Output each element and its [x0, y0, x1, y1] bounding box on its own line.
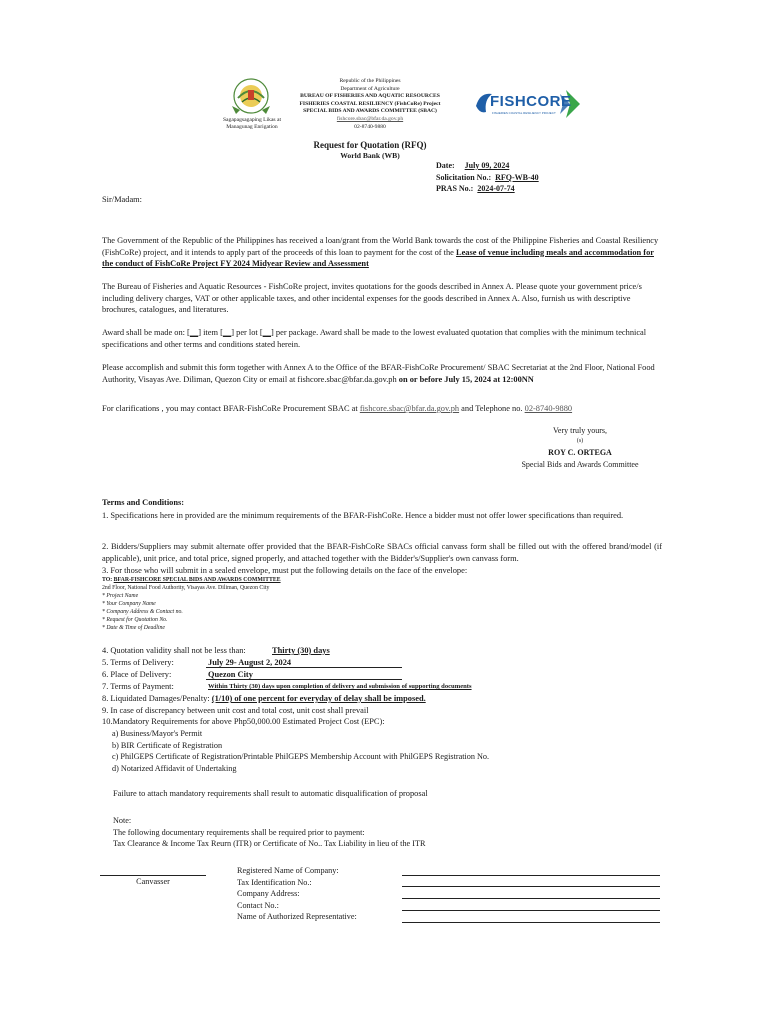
list-item: c) PhilGEPS Certificate of Registration/Printable PhilGEPS Membership Account with PhilGEPS Registration No. [112, 752, 490, 762]
list-item: b) BIR Certificate of Registration [112, 740, 223, 750]
term-5-value: July 29- August 2, 2024 [208, 658, 292, 667]
fishcore-logo [474, 84, 584, 124]
terms-heading: Terms and Conditions: [102, 498, 185, 507]
paragraph-funding: The Government of the Republic of the Philippines has received a loan/grant from the World Bank towards the cost of the Philippine Fisheries and Coastal Resiliency (FishCoRe) project, and it intends to apply part of the proceeds of this loan to payment for the cost of the Lease of venue including meals and accommodation for the conduct of FishCoRe Project FY 2024 Midyear Review and Assessment [102, 236, 659, 268]
date-value: July 09, 2024 [464, 161, 510, 170]
term-6-value: Quezon City [208, 670, 253, 679]
signature-initials: (s) [576, 438, 584, 445]
list-item: a) Business/Mayor's Permit [112, 729, 203, 738]
fishcore-logo-sub: FISHERIES COASTAL RESILIENCY PROJECT [492, 111, 556, 115]
clarification-phone-link[interactable]: 02-8740-9880 [524, 404, 573, 413]
failure-notice: Failure to attach mandatory requirements shall result to automatic disqualification of proposal [113, 789, 428, 798]
committee-line: SPECIAL BIDS AND AWARDS COMMITTEE (SBAC) [303, 108, 437, 115]
term-1: 1. Specifications here in provided are the minimum requirements of the BFAR-FishCoRe. Hence a bidder must not offer lower specifications than required. [102, 511, 624, 520]
paragraph-clarifications: For clarifications , you may contact BFAR-FishCoRe Procurement SBAC at fishcore.sbac@bfar.da.gov.ph and Telephone no. 02-8740-9880 [102, 404, 573, 413]
envelope-item: * Project Name [102, 593, 139, 599]
field-label: Company Address: [237, 889, 300, 899]
note-block [113, 815, 425, 850]
term-7-value: Within Thirty (30) days upon completion of delivery and submission of supporting documents [208, 683, 472, 690]
department-line: Department of Agriculture [340, 85, 400, 92]
list-item: d) Notarized Affidavit of Undertaking [112, 763, 237, 773]
term-5: 5. Terms of Delivery: July 29- August 2, 2024 [102, 658, 292, 667]
page-title: Request for Quotation (RFQ) [313, 140, 427, 150]
term-6-underline [206, 679, 402, 680]
signatory-position: Special Bids and Awards Committee [521, 459, 639, 469]
field-label: Contact No.: [237, 900, 279, 910]
paragraph-submission: Please accomplish and submit this form together with Annex A to the Office of the BFAR-FishCoRe Procurement/ SBAC Secretariat at the 2nd Floor, National Food Authority, Visayas Ave. Diliman, Quezon City or email at fishcore.sbac@bfar.da.gov.ph on or before July 15, 2024 at 12:00NN [102, 363, 655, 384]
term-10: 10.Mandatory Requirements for above Php50,000.00 Estimated Project Cost (EPC): [102, 717, 385, 726]
fishcore-logo-text: FISHCORE [490, 93, 572, 110]
term-3: 3. For those who will submit in a sealed envelope, must put the following details on the face of the envelope: [102, 566, 468, 575]
envelope-to: TO: BFAR-FISHCORE SPECIAL BIDS AND AWARDS COMMITTEE [102, 577, 281, 583]
term-8: 8. Liquidated Damages/Penalty: (1/10) of one percent for everyday of delay shall be imposed. [102, 694, 426, 703]
envelope-details [102, 576, 281, 632]
paragraph-award: Award shall be made on: [__] item [__] per lot [__] per package. Award shall be made to the lowest evaluated quotation that complies with the minimum technical specifications and other terms and conditions stated herein. [102, 328, 647, 349]
company-fields [237, 865, 357, 923]
representative-line[interactable] [402, 922, 660, 923]
envelope-item: * Date & Time of Deadline [102, 625, 165, 631]
pras-value: 2024-07-74 [477, 184, 515, 194]
field-label: Name of Authorized Representative: [237, 912, 357, 922]
term-4: 4. Quotation validity shall not be less than: Thirty (30) days [102, 646, 330, 655]
canvasser-signature-line [100, 875, 206, 876]
term-5-underline [206, 667, 402, 668]
project-emphasis: Lease of venue including meals and accommodation for the conduct of FishCoRe Project FY 2024 Midyear Review and Assessment [102, 247, 654, 268]
bfar-seal-icon [226, 76, 276, 120]
signatory-name: ROY C. ORTEGA [548, 448, 612, 458]
envelope-item: * Your Company Name [102, 601, 156, 607]
letterhead [280, 78, 460, 131]
canvasser-label: Canvasser [136, 877, 170, 886]
mandatory-requirements-list [112, 728, 489, 774]
solicitation-row: Solicitation No.: RFQ-WB-40 [436, 172, 539, 182]
contact-line[interactable] [402, 910, 660, 911]
term-7: 7. Terms of Payment: Within Thirty (30) days upon completion of delivery and submission of supporting documents [102, 682, 472, 691]
term-8-value: (1/10) of one percent for everyday of delay shall be imposed. [211, 694, 426, 703]
seal-caption: Sagapagsagaping Likas at Managunag Enrigation [222, 117, 282, 131]
signature-block [520, 425, 640, 470]
closing: Very truly yours, [553, 426, 607, 435]
date-row: Date: July 09, 2024 [436, 161, 510, 170]
meta-block [436, 160, 539, 195]
term-9: 9. In case of discrepancy between unit cost and total cost, unit cost shall prevail [102, 706, 369, 715]
note-label: Note: [113, 816, 132, 825]
term-4-value: Thirty (30) days [272, 646, 330, 655]
address-line[interactable] [402, 898, 660, 899]
note-line: Tax Clearance & Income Tax Reurn (ITR) or Certificate of No.. Tax Liability in lieu of the ITR [113, 839, 426, 849]
company-name-line[interactable] [402, 875, 660, 876]
salutation: Sir/Madam: [102, 195, 143, 204]
country-line: Republic of the Philippines [339, 78, 401, 84]
envelope-item: * Request for Quotation No. [102, 617, 168, 623]
project-line: FISHERIES COASTAL RESILIENCY (FishCoRe) Project [299, 100, 441, 107]
note-line: The following documentary requirements shall be required prior to payment: [113, 827, 365, 837]
header-phone: 02-8740-9880 [354, 123, 386, 130]
tin-line[interactable] [402, 886, 660, 887]
envelope-address: 2nd Floor, National Food Authority, Visayas Ave. Diliman, Quezon City [102, 585, 270, 591]
bfar-seal [226, 76, 276, 120]
paragraph-invitation: The Bureau of Fisheries and Aquatic Resources - FishCoRe project, invites quotations for the goods described in Annex A. Please quote your government price/s including delivery charges, VAT or other applicable taxes, and other incidental expenses for the goods described in Annex A. Also, furnish us with descriptive brochures, catalogues, and literatures. [102, 282, 642, 314]
bureau-line: BUREAU OF FISHERIES AND AQUATIC RESOURCES [300, 93, 440, 100]
term-2: 2. Bidders/Suppliers may submit alternate offer provided that the BFAR-FishCoRe SBACs official canvass form shall be filled out with the offered brand/model (if applicable), unit price, and total price, signed properly, and attached together with the Bidder's/Supplier's own canvass form. [102, 542, 662, 563]
pras-row: PRAS No.: 2024-07-74 [436, 184, 515, 194]
page-subtitle: World Bank (WB) [340, 151, 400, 160]
term-6: 6. Place of Delivery: Quezon City [102, 670, 253, 679]
field-label: Registered Name of Company: [237, 866, 339, 875]
deadline: on or before July 15, 2024 at 12:00NN [398, 374, 534, 384]
envelope-item: * Company Address & Contact no. [102, 609, 183, 615]
header-email-link[interactable]: fishcore.sbac@bfar.da.gov.ph [336, 115, 404, 122]
solicitation-value: RFQ-WB-40 [495, 172, 539, 182]
field-label: Tax Identification No.: [237, 877, 312, 887]
clarification-email-link[interactable]: fishcore.sbac@bfar.da.gov.ph [359, 404, 460, 413]
